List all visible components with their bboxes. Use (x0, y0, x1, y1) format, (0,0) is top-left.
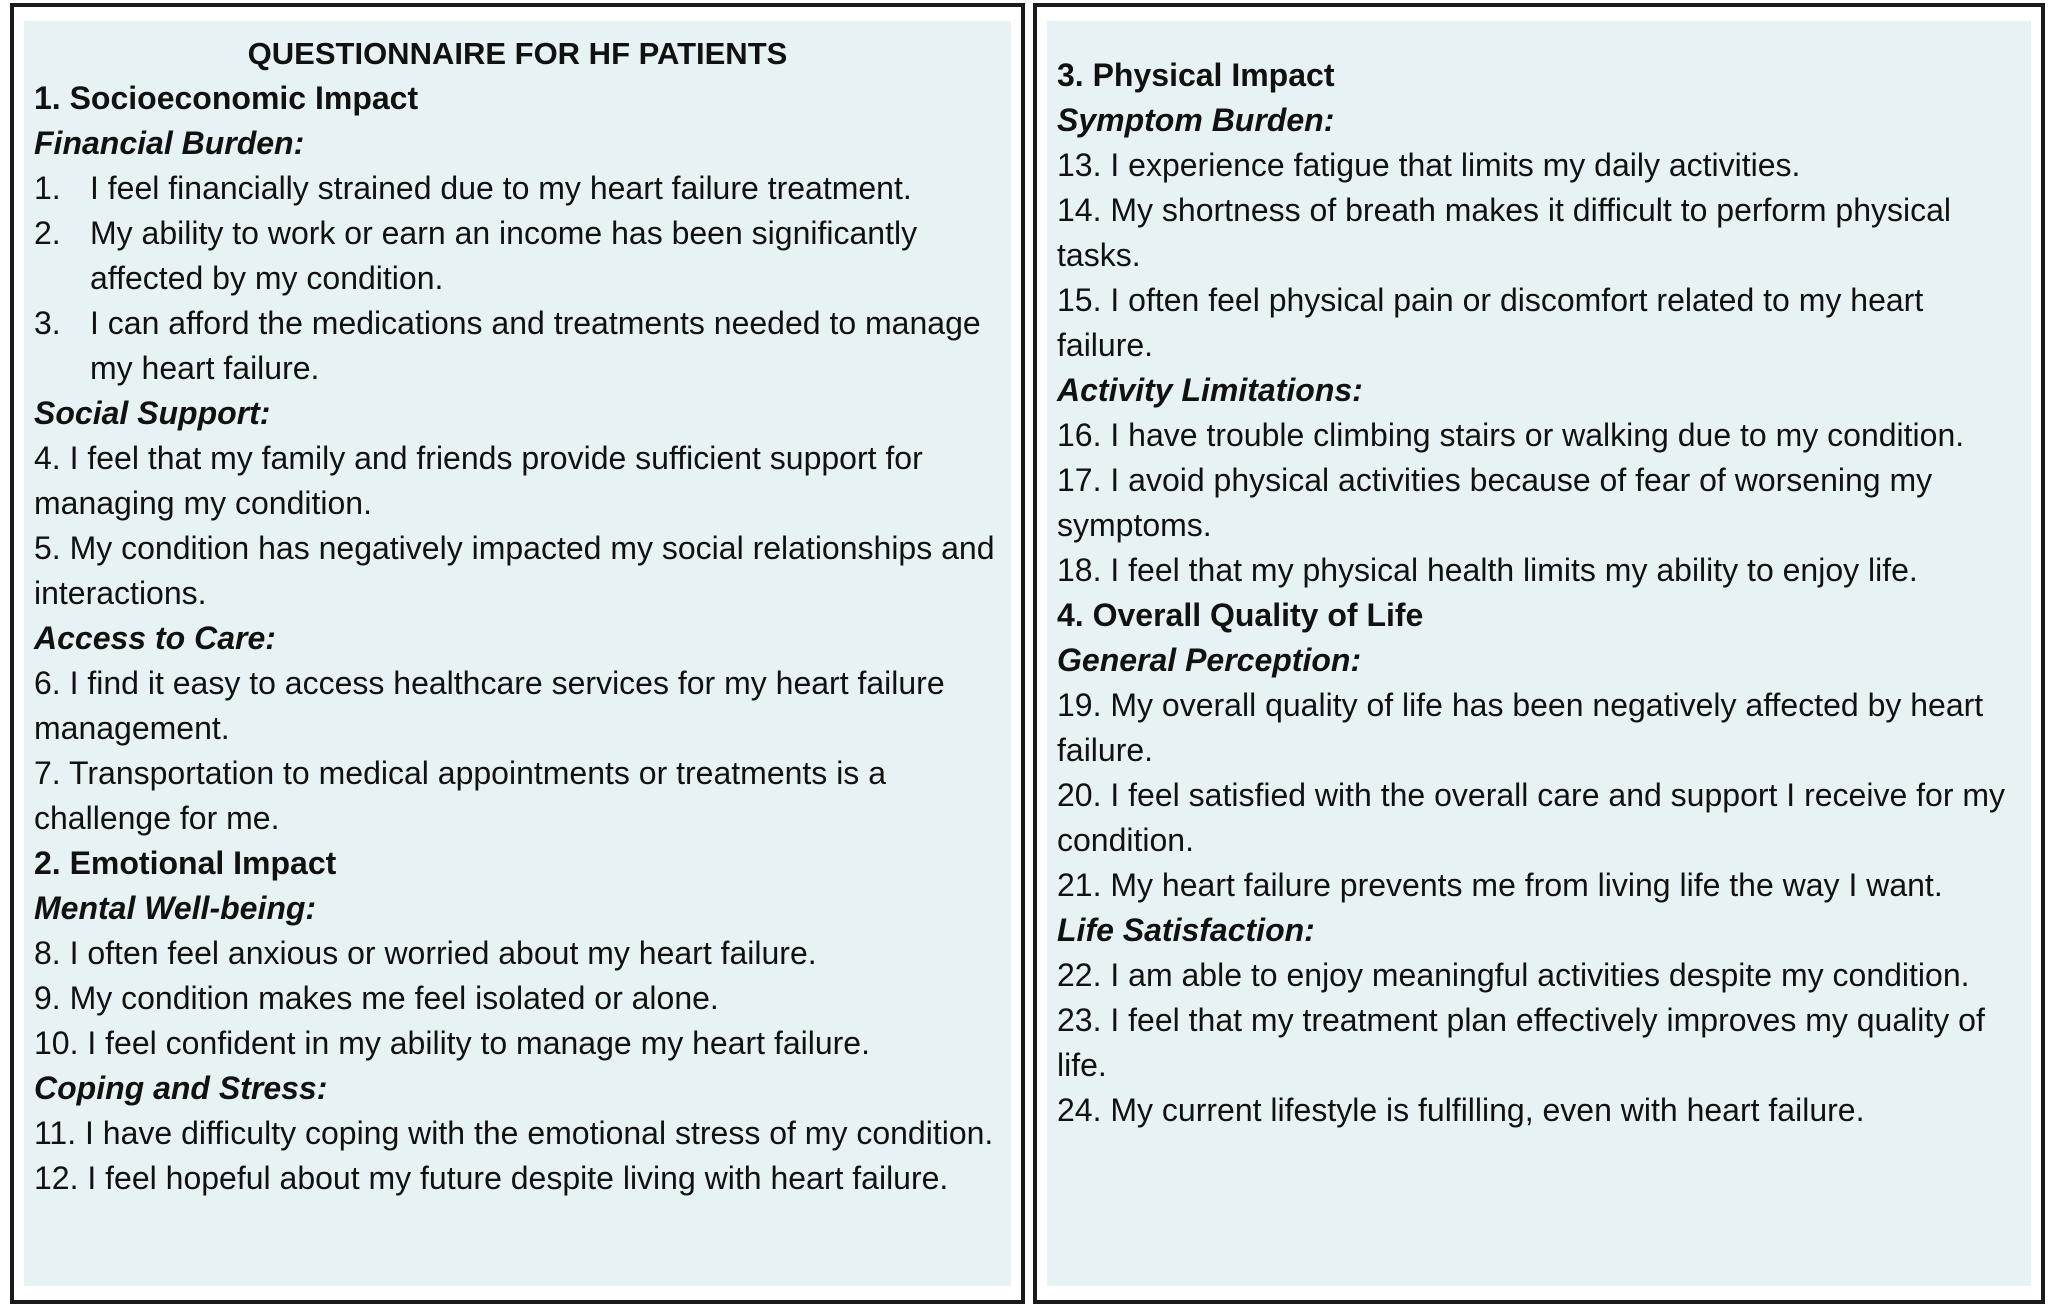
question-item: 5. My condition has negatively impacted my social relationships and interactions. (34, 530, 995, 611)
question-item: 9. My condition makes me feel isolated or alone. (34, 980, 719, 1016)
question-item: 15. I often feel physical pain or discomfort related to my heart failure. (1057, 282, 1924, 363)
subsection-mental-wellbeing: Mental Well-being: (34, 890, 317, 926)
right-panel (1033, 3, 2045, 1304)
subsection-social-support: Social Support: (34, 395, 271, 431)
question-item: 10. I feel confident in my ability to manage my heart failure. (34, 1025, 870, 1061)
question-item: 12. I feel hopeful about my future despite living with heart failure. (34, 1160, 949, 1196)
question-number: 2. (34, 215, 61, 251)
subsection-life-satisfaction: Life Satisfaction: (1057, 912, 1315, 948)
section-emotional-title: 2. Emotional Impact (34, 845, 337, 881)
page-title: QUESTIONNAIRE FOR HF PATIENTS (247, 36, 788, 71)
question-text: I feel financially strained due to my heart failure treatment. (90, 170, 912, 206)
question-item: 16. I have trouble climbing stairs or walking due to my condition. (1057, 417, 1965, 453)
question-item: 17. I avoid physical activities because of fear of worsening my symptoms. (1057, 462, 1933, 543)
left-panel-background (24, 21, 1011, 1286)
subsection-general-perception: General Perception: (1057, 642, 1362, 678)
section-quality-of-life-title: 4. Overall Quality of Life (1057, 597, 1424, 633)
subsection-coping-stress: Coping and Stress: (34, 1070, 328, 1106)
question-number: 1. (34, 170, 61, 206)
question-item: 4. I feel that my family and friends provide sufficient support for managing my condition. (34, 440, 923, 521)
question-item: 8. I often feel anxious or worried about my heart failure. (34, 935, 817, 971)
question-number: 3. (34, 305, 61, 341)
question-item: 22. I am able to enjoy meaningful activities despite my condition. (1057, 957, 1970, 993)
question-item (34, 301, 1001, 391)
left-panel-content (34, 31, 1001, 1201)
question-item (34, 211, 1001, 301)
question-item: 18. I feel that my physical health limits my ability to enjoy life. (1057, 552, 1918, 588)
question-text: I can afford the medications and treatments needed to manage my heart failure. (90, 305, 981, 386)
subsection-activity-limitations: Activity Limitations: (1057, 372, 1363, 408)
section-socioeconomic-title: 1. Socioeconomic Impact (34, 80, 419, 116)
subsection-symptom-burden: Symptom Burden: (1057, 102, 1335, 138)
question-item: 14. My shortness of breath makes it difficult to perform physical tasks. (1057, 192, 1952, 273)
right-panel-background (1047, 21, 2031, 1286)
subsection-financial-burden: Financial Burden: (34, 125, 305, 161)
question-item: 23. I feel that my treatment plan effectively improves my quality of life. (1057, 1002, 1985, 1083)
question-item: 20. I feel satisfied with the overall care and support I receive for my condition. (1057, 777, 2006, 858)
subsection-access-to-care: Access to Care: (34, 620, 276, 656)
question-item: 21. My heart failure prevents me from living life the way I want. (1057, 867, 1943, 903)
question-item (34, 166, 1001, 211)
question-item: 6. I find it easy to access healthcare services for my heart failure management. (34, 665, 945, 746)
left-panel (10, 3, 1025, 1304)
question-item: 7. Transportation to medical appointments or treatments is a challenge for me. (34, 755, 886, 836)
right-panel-content (1057, 53, 2021, 1133)
question-text: My ability to work or earn an income has been significantly affected by my condition. (90, 215, 918, 296)
question-item: 24. My current lifestyle is fulfilling, even with heart failure. (1057, 1092, 1865, 1128)
question-item: 19. My overall quality of life has been negatively affected by heart failure. (1057, 687, 1984, 768)
section-physical-title: 3. Physical Impact (1057, 57, 1335, 93)
question-item: 11. I have difficulty coping with the emotional stress of my condition. (34, 1115, 994, 1151)
question-item: 13. I experience fatigue that limits my daily activities. (1057, 147, 1801, 183)
